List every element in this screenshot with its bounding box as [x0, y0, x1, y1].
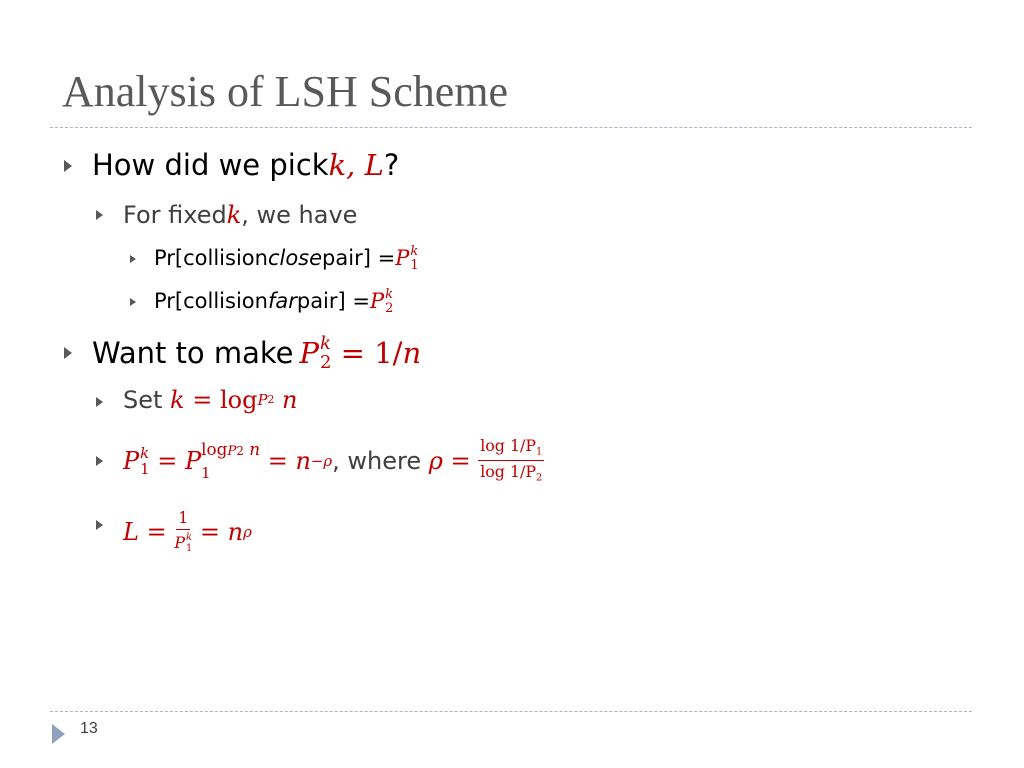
bullet-arrow-icon	[130, 255, 136, 263]
title-divider	[50, 127, 972, 128]
l-fraction: 1 P k 1	[174, 508, 193, 554]
footer-arrow-icon	[52, 724, 65, 744]
slide-title: Analysis of LSH Scheme	[62, 67, 509, 116]
bullet-arrow-icon	[96, 520, 103, 530]
footer-divider	[50, 711, 972, 712]
bullet-arrow-icon	[64, 347, 72, 359]
bullet-want-to-make: Want to make P k 2 = 1/ n	[92, 333, 422, 373]
rho-fraction: $\frac{\log 1/P_1}{\log 1/P_2}$	[480, 436, 543, 484]
bullet-set-k: Set k = log P 2 n	[123, 386, 298, 414]
bullet-arrow-icon	[96, 456, 103, 466]
bullet-arrow-icon	[96, 397, 103, 407]
bullet-arrow-icon	[130, 298, 136, 306]
bullet-arrow-icon	[96, 210, 103, 220]
bullet-far-pair: Pr[collision far pair] = P k 2	[154, 287, 394, 317]
bullet-pick-kl: How did we pick k, L ?	[92, 148, 400, 182]
bullet-fixed-k: For fixed k , we have	[123, 201, 358, 229]
bullet-arrow-icon	[64, 160, 72, 172]
page-number: 13	[80, 720, 98, 737]
bullet-l-equation: L = 1 P k 1 = n ρ	[123, 508, 252, 554]
bullet-p1k-equation: P k 1 = P logP2 n 1 = n −ρ , where ρ = $\frac{\log 1/P_1}{\log 1/P_2}$	[123, 436, 543, 484]
bullet-close-pair: Pr[collision close pair] = P k 1	[154, 244, 419, 274]
